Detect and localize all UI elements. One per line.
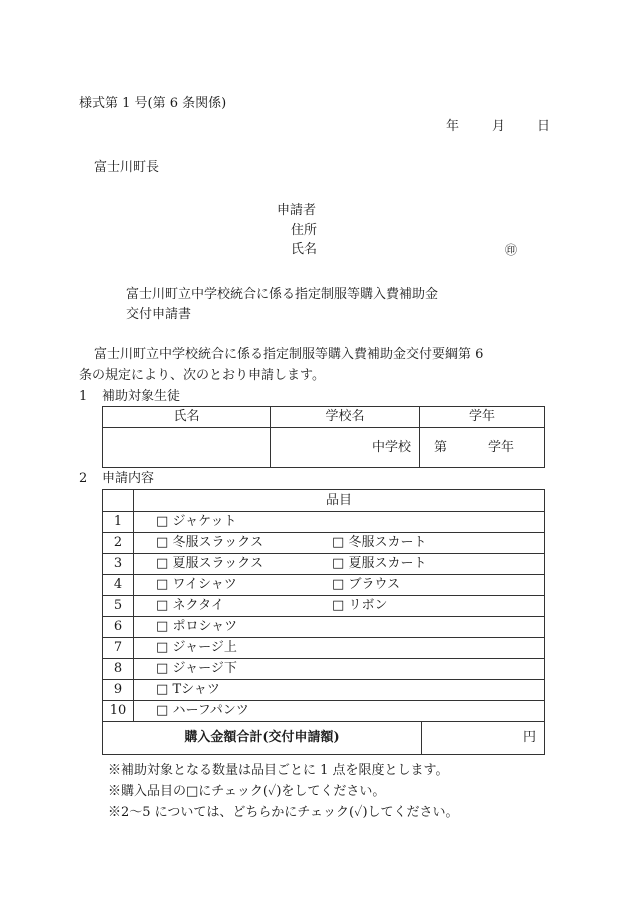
grade-prefix: 第: [434, 439, 448, 455]
item-label-alt: ブラウス: [348, 577, 401, 592]
item-checkbox[interactable]: □: [156, 682, 169, 697]
date-day-label: 日: [537, 119, 551, 134]
item-no: 7: [103, 638, 134, 659]
grade-header: 学年: [420, 407, 545, 428]
item-label-alt: リボン: [348, 598, 388, 613]
item-label: ハーフパンツ: [172, 703, 249, 718]
item-no: 4: [103, 575, 134, 596]
item-checkbox[interactable]: □: [156, 661, 169, 676]
school-name-cell[interactable]: [271, 428, 420, 468]
item-checkbox[interactable]: □: [156, 703, 169, 718]
form-number: 様式第 1 号(第 6 条関係): [79, 96, 227, 111]
item-no: 1: [103, 512, 134, 533]
item-label: ジャージ下: [172, 661, 237, 676]
item-checkbox-alt[interactable]: □: [332, 577, 345, 592]
item-label: ワイシャツ: [172, 577, 237, 592]
item-label-alt: 夏服スカート: [348, 556, 427, 571]
item-checkbox[interactable]: □: [156, 556, 169, 571]
grade-suffix: 学年: [488, 439, 515, 455]
total-unit: 円: [523, 730, 537, 745]
item-label: ネクタイ: [172, 598, 224, 613]
item-checkbox-alt[interactable]: □: [332, 556, 345, 571]
items-no-header: [103, 490, 134, 512]
note-1: ※補助対象となる数量は品目ごとに 1 点を限度とします。: [108, 763, 449, 778]
item-label-alt: 冬服スカート: [348, 535, 427, 550]
item-label: 夏服スラックス: [172, 556, 264, 571]
item-label: ジャケット: [172, 514, 237, 529]
body-text-line2: 条の規定により、次のとおり申請します。: [79, 368, 325, 383]
applicant-address-label: 住所: [291, 223, 318, 238]
item-no: 10: [103, 701, 134, 722]
section2-heading: 申請内容: [102, 471, 155, 486]
item-checkbox-alt[interactable]: □: [332, 535, 345, 550]
note-2: ※購入品目の□にチェック(✓)をしてください。: [108, 784, 386, 799]
item-no: 3: [103, 554, 134, 575]
school-name-header: 学校名: [271, 407, 420, 428]
item-checkbox[interactable]: □: [156, 640, 169, 655]
item-checkbox[interactable]: □: [156, 514, 169, 529]
student-table: [102, 406, 545, 468]
item-no: 5: [103, 596, 134, 617]
item-checkbox-alt[interactable]: □: [332, 598, 345, 613]
total-label: 購入金額合計(交付申請額): [103, 722, 422, 755]
item-no: 6: [103, 617, 134, 638]
section1-number: 1: [79, 389, 88, 404]
body-text-line1: 富士川町立中学校統合に係る指定制服等購入費補助金交付要綱第 6: [94, 347, 484, 362]
items-header: 品目: [134, 490, 545, 512]
item-checkbox[interactable]: □: [156, 535, 169, 550]
item-checkbox[interactable]: □: [156, 619, 169, 634]
date-year-label: 年: [446, 119, 460, 134]
note-3: ※2〜5 については、どちらかにチェック(✓)してください。: [108, 805, 459, 820]
item-checkbox[interactable]: □: [156, 598, 169, 613]
total-amount-cell[interactable]: [422, 722, 545, 755]
addressee: 富士川町長: [94, 160, 160, 175]
item-checkbox[interactable]: □: [156, 577, 169, 592]
grade-cell[interactable]: [420, 428, 545, 468]
item-no: 9: [103, 680, 134, 701]
item-no: 2: [103, 533, 134, 554]
student-name-cell[interactable]: [103, 428, 271, 468]
applicant-name-label: 氏名: [291, 242, 318, 257]
item-label: Tシャツ: [172, 682, 220, 697]
item-label: ジャージ上: [172, 640, 237, 655]
applicant-label: 申請者: [277, 203, 317, 218]
section2-number: 2: [79, 471, 88, 486]
school-suffix: 中学校: [371, 439, 411, 455]
document-title-line1: 富士川町立中学校統合に係る指定制服等購入費補助金: [126, 287, 439, 302]
item-label: 冬服スラックス: [172, 535, 264, 550]
item-no: 8: [103, 659, 134, 680]
items-table: [102, 489, 545, 755]
seal-mark: ㊞: [505, 243, 518, 257]
section1-heading: 補助対象生徒: [102, 389, 181, 404]
item-label: ポロシャツ: [172, 619, 238, 634]
document-title-line2: 交付申請書: [126, 307, 192, 322]
date-month-label: 月: [492, 119, 506, 134]
student-name-header: 氏名: [103, 407, 271, 428]
